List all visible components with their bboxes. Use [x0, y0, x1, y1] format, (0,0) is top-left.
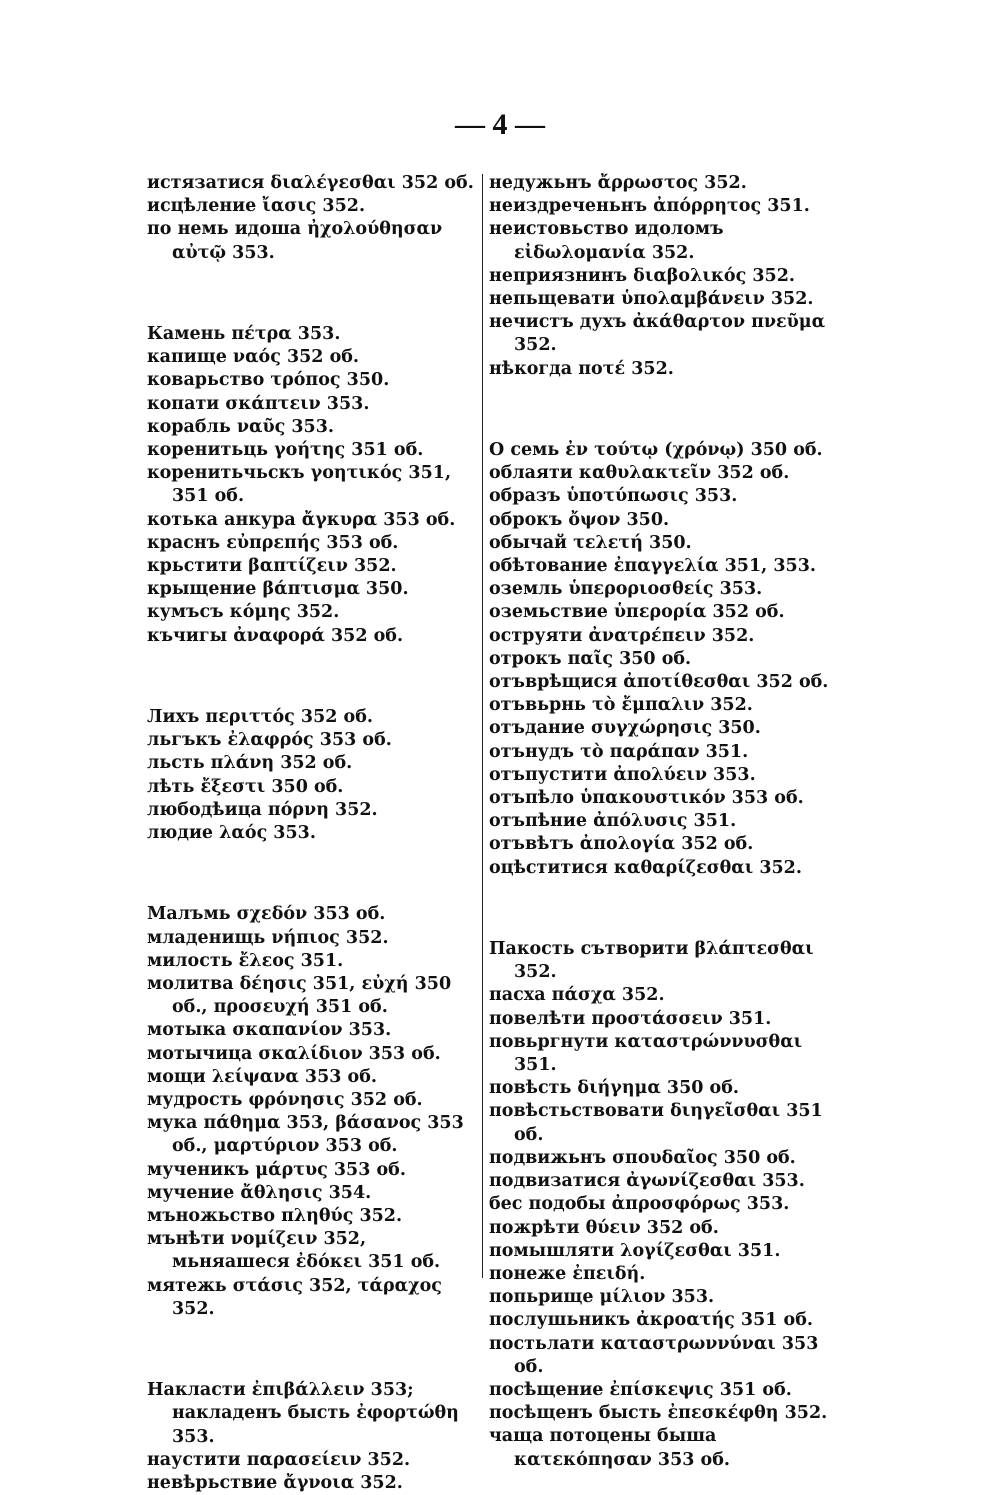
right-column [489, 172, 829, 1472]
section-gap [147, 863, 475, 886]
index-entry: корабль ναῦς 353. [147, 416, 334, 437]
index-entry: мотычица σκαλίδιον 353 об. [147, 1043, 441, 1064]
index-entry: коварьство τρόπος 350. [147, 370, 390, 391]
index-entry: молитва δέησις 351, εὐχή 350 об., προσευχή 351 об. [147, 974, 452, 1018]
index-entry: истязатися διαλέγεσθαι 352 об. [147, 173, 474, 193]
section-gap [489, 897, 829, 920]
index-entry: постьлати καταστρωννύναι 353 об. [489, 1333, 819, 1377]
index-entry: О семь ἐν τούτῳ (χρόνῳ) 350 об. [489, 440, 823, 461]
index-entry: любодѣица πόρνη 352. [147, 799, 378, 820]
index-entry: отъпѣние ἀπόλυσις 351. [489, 811, 737, 832]
index-entry: мънѣти νομίζειν 352, мьняашеся ἐδόκει 351 об. [147, 1229, 441, 1273]
index-entry: подвижьнъ σπουδαῖος 350 об. [489, 1147, 796, 1168]
index-entry: нѣкогда ποτέ 352. [489, 358, 674, 379]
index-entry: оземьствие ὑπερορία 352 об. [489, 602, 785, 623]
index-entry: мъножьство πληθύς 352. [147, 1206, 403, 1227]
index-entry: Малъмь σχεδόν 353 об. [147, 904, 386, 925]
index-entry: мучение ἄθλησις 354. [147, 1182, 372, 1203]
index-entry: мощи λείψανα 353 об. [147, 1066, 377, 1087]
index-entry: послушьникъ ἀκροατής 351 об. [489, 1310, 813, 1331]
index-entry: непьщевати ὑπολαμβάνειν 352. [489, 289, 814, 310]
index-entry: мученикъ μάρτυς 353 об. [147, 1159, 406, 1180]
index-entry: нечистъ духъ ἀκάθαρτον πνεῦμα 352. [489, 312, 826, 356]
index-entry: повѣстьствовати διηγεῖσθαι 351 об. [489, 1101, 823, 1145]
section-gap [147, 665, 475, 688]
index-entry: Пакость сътворити βλάπτεσθαι 352. [489, 939, 814, 983]
index-entry: мотыка σκαπανίον 353. [147, 1020, 392, 1041]
index-entry: крыщение βάπτισμα 350. [147, 579, 409, 600]
index-entry: мятежь στάσις 352, τάραχος 352. [147, 1275, 442, 1319]
index-entry: понеже ἐπειδή. [489, 1263, 646, 1284]
index-entry: отъвѣтъ ἀπολογία 352 об. [489, 834, 754, 855]
index-entry: оцѣститися καθαρίζεσθαι 352. [489, 857, 802, 878]
index-entry: посѣщенъ бысть ἐπεσκέφθη 352. [489, 1403, 828, 1424]
index-entry: неистовьство идоломъ εἰδωλομανία 352. [489, 219, 724, 263]
index-entry: отъврѣщися ἀποτίθεσθαι 352 об. [489, 672, 829, 693]
index-entry: къчигы ἀναφορά 352 об. [147, 625, 404, 646]
index-entry: оземль ὑπεροριοσθείς 353. [489, 579, 763, 600]
section-gap [147, 1339, 475, 1362]
index-entry: по немь идоша ἠχολούθησαν αὐτῷ 353. [147, 219, 443, 263]
index-entry: мука πάθημα 353, βάσανος 353 об., μαρτύριον 353 об. [147, 1113, 464, 1157]
index-entry: Накласти ἐπιβάλλειν 353; накладенъ бысть ἐφορτώθη 353. [147, 1380, 459, 1447]
index-entry: образъ ὑποτύπωσις 353. [489, 486, 738, 507]
index-entry: оброкъ ὄψον 350. [489, 509, 670, 530]
index-entry: чаща потоцены быша κατεκόπησαν 353 об. [489, 1426, 730, 1470]
index-entry: краснъ εὐπρεπής 353 об. [147, 532, 399, 553]
index-entry: милость ἔλεος 351. [147, 950, 344, 971]
index-entry: облаяти καθυλακτεῖν 352 об. [489, 463, 790, 484]
index-entry: отъпѣло ὑπακουστικόν 353 об. [489, 788, 804, 809]
index-entry: подвизатися ἀγωνίζεσθαι 353. [489, 1171, 805, 1192]
page-number: — 4 — [455, 108, 545, 141]
index-entry: кумъсъ κόμης 352. [147, 602, 340, 623]
index-entry: отъпустити ἀπολύειν 353. [489, 764, 756, 785]
index-entry: крьстити βαπτίζειν 352. [147, 556, 397, 577]
index-entry: оструяти ἀνατρέπειν 352. [489, 625, 755, 646]
index-entry: пасха πάσχα 352. [489, 985, 665, 1006]
index-entry: наустити παρασείειν 352. [147, 1449, 411, 1470]
index-entry: лѣть ἔξεστι 350 об. [147, 776, 344, 797]
index-entry: помышляти λογίζεσθαι 351. [489, 1240, 781, 1261]
index-entry: неиздреченьнъ ἀπόρρητος 351. [489, 196, 810, 217]
index-entry: отъвьрнь τὸ ἔμπαλιν 352. [489, 695, 753, 716]
index-entry: коренитьчьскъ γοητικός 351, 351 об. [147, 463, 452, 507]
index-entry: отънудъ τὸ παράπαν 351. [489, 741, 749, 762]
index-entry: недужьнъ ἄρρωστος 352. [489, 173, 747, 193]
index-entry: капище ναός 352 об. [147, 347, 360, 368]
index-entry: коренитьць γοήτης 351 об. [147, 440, 424, 461]
section-gap [147, 282, 475, 305]
index-entry: обѣтование ἐπαγγελία 351, 353. [489, 556, 816, 577]
column-divider [482, 174, 483, 1278]
index-entry: отрокъ παῖς 350 об. [489, 648, 692, 669]
index-entry: Лихъ περιττός 352 об. [147, 707, 373, 728]
index-entry: котька анкура ἄγκυρα 353 об. [147, 509, 456, 530]
left-column [147, 172, 475, 1495]
index-entry: льгъкъ ἐλαφρός 353 об. [147, 730, 392, 751]
index-entry: повьргнути καταστρώννυσθαι 351. [489, 1031, 803, 1076]
index-entry: мудрость φρόνησις 352 об. [147, 1090, 423, 1111]
index-entry: невѣрьствие ἄγνοια 352. [147, 1473, 403, 1494]
section-gap [489, 398, 829, 421]
index-entry: неприязнинъ διαβολικός 352. [489, 265, 795, 286]
index-entry: попьрище μίλιον 353. [489, 1287, 715, 1308]
index-entry: младенищь νήπιος 352. [147, 927, 389, 948]
index-entry: копати σκάπτειν 353. [147, 393, 370, 414]
index-entry: бес подобы ἀπροσφόρως 353. [489, 1194, 790, 1215]
index-entry: повелѣти προστάσσειν 351. [489, 1008, 772, 1029]
index-entry: льсть πλάνη 352 об. [147, 753, 353, 774]
index-entry: повѣсть διήγημα 350 об. [489, 1078, 739, 1099]
index-entry: людие λαός 353. [147, 823, 316, 844]
index-entry: Камень πέτρα 353. [147, 324, 341, 344]
index-entry: посѣщение ἐπίσκεψις 351 об. [489, 1379, 792, 1400]
index-entry: обычай τελετή 350. [489, 532, 692, 553]
index-entry: исцѣление ἴασις 352. [147, 196, 366, 217]
index-entry: отъдание συγχώρησις 350. [489, 718, 761, 739]
index-entry: пожрѣти θύειν 352 об. [489, 1217, 719, 1238]
